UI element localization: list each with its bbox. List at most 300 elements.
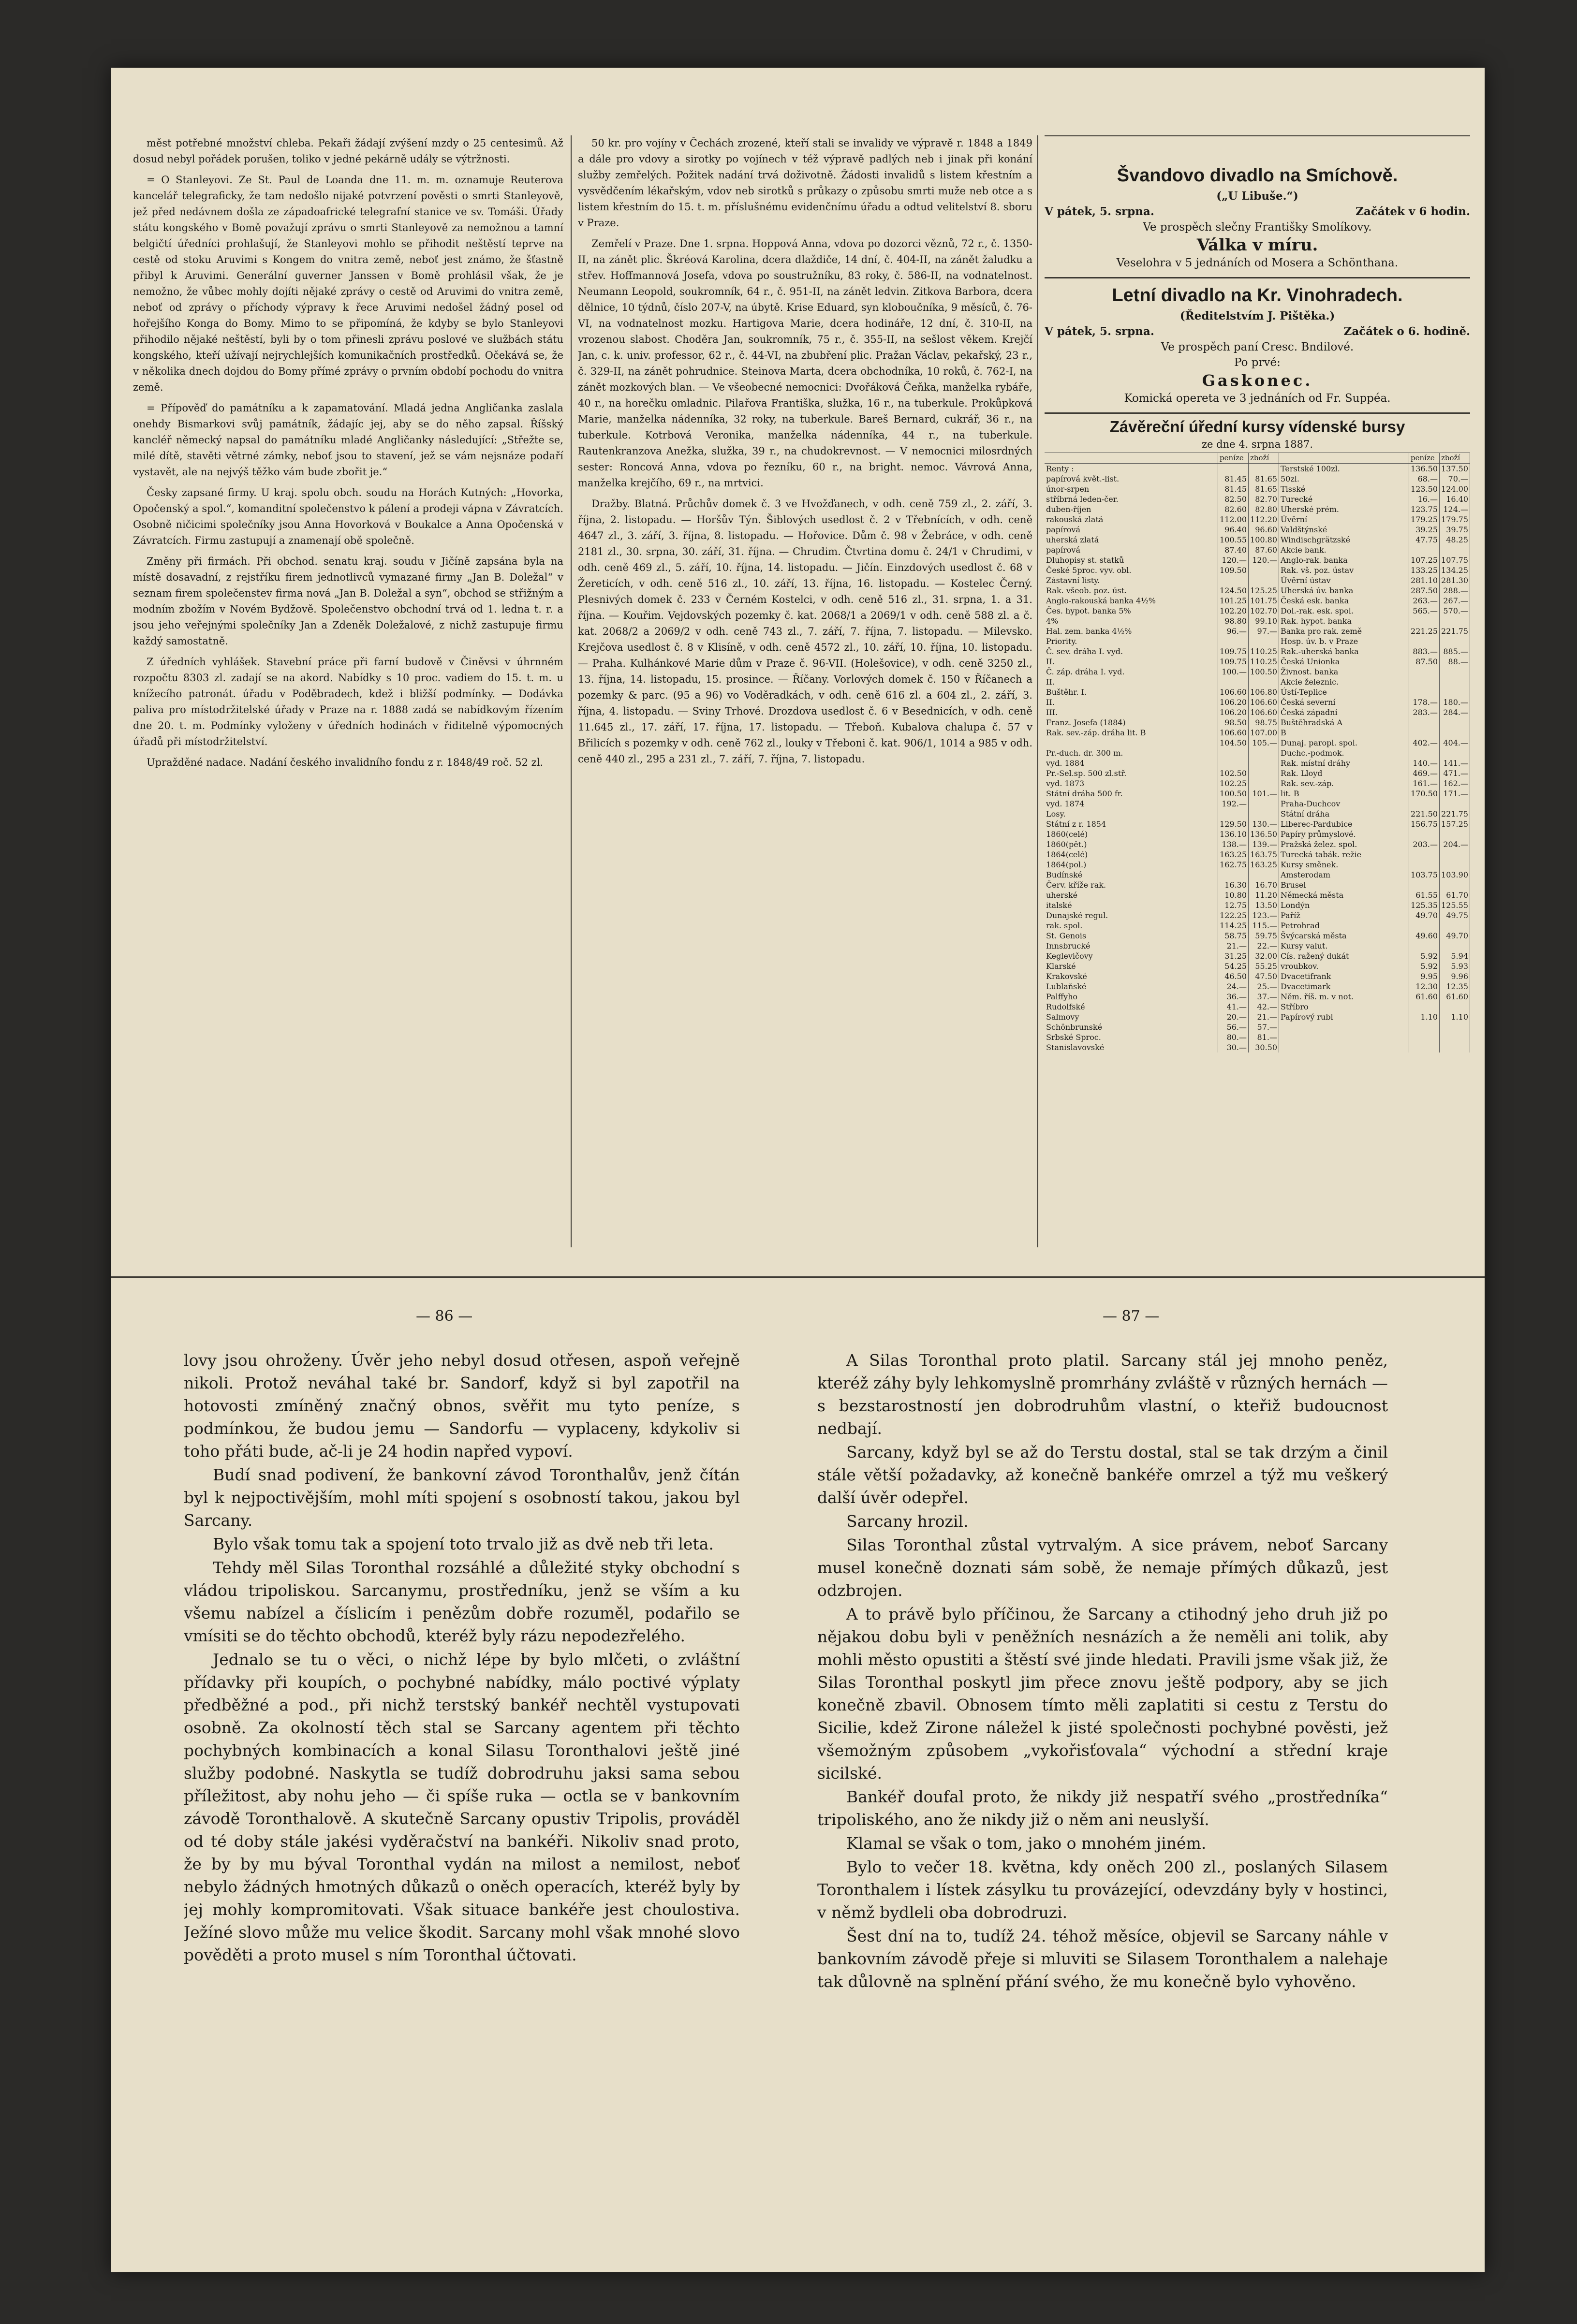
bursa-item-value: 5.94 bbox=[1440, 951, 1470, 961]
bursa-item-name: Hosp. úv. b. v Praze bbox=[1279, 636, 1409, 646]
bursa-item-name: St. Genois bbox=[1045, 931, 1218, 941]
bursa-item-value: 16.70 bbox=[1249, 880, 1279, 890]
bursa-item-value bbox=[1409, 880, 1440, 890]
bursa-item-value: 179.75 bbox=[1440, 514, 1470, 525]
bursa-col-header bbox=[1045, 453, 1218, 464]
bursa-item-value: 171.— bbox=[1440, 789, 1470, 799]
bursa-item-name: uherské bbox=[1045, 890, 1218, 900]
bursa-item-name: 1860(pět.) bbox=[1045, 839, 1218, 849]
bursa-row bbox=[1045, 748, 1470, 758]
article-paragraph: Dražby. Blatná. Průchův domek č. 3 ve Hvožďanech, v odh. ceně 759 zl., 2. září, 3. října, 2. listopadu. — Horšův Týn. Šiblových usedlost č. 2 v Třebnících, v odh. ceně 4647 zl., 3. září, 3. října, 8. listopadu. — Hořovice. Dům č. 98 v Žebrácе, v odh. ceně 2181 zl., 30. srpna, 30. září, 31. října. — Chrudim. Čtvrtina domu č. 24/1 v Chrudimi, v odh. ceně 469 zl., 5. září, 10. října, 14. listopadu. — Jičín. Einzdových usedlost č. 68 v Žereticích, v odh. ceně 516 zl., 10. září, 13. října, 16. listopadu. — Kostelec Černý. Plesnivých domek č. 233 v Černém Kostelci, v odh. ceně 516 zl., 31. srpna, 1. a 31. října. — Kouřim. Vejdovských pozemky č. kat. 2068/1 a 2069/1 v odh. ceně 588 zl. a č. kat. 2068/2 a 2069/2 v odh. ceně 743 zl., 7. září, 7. října, 7. listopadu. — Milevsko. Krejčova usedlost č. 8 v Klisíně, v odh. ceně 4572 zl., 10. září, 10. října, 10. listopadu. — Praha. Kulhánkové Marie dům v Praze č. 96-VII. (Holešovice), v odh. ceně 3250 zl., 13. října, 14. listopadu, 15. prosince. — Říčany. Vorlových domek č. 150 v Říčanech a pozemky & parc. (95 a 96) vo Voděradkách, v odh. ceně 616 zl. a 604 zl., 2. září, 3. října, 4. listopadu. — Sviny Trhové. Drozdova usedlost č. 6 v Besednicích, v odh. ceně 11.645 zl., 17. září, 17. října, 17. listopadu. — Třeboň. Kubalova chalupa č. 57 v Břilicích s pozemky v odh. ceně 762 zl., louky v Třeboni č. kat. 906/1, 1014 a 985 v odh. ceně 440 zl., 295 a 231 zl., 7. září, 7. října, 7. listopadu. bbox=[578, 498, 1032, 765]
bursa-item-name: Č. záp. dráha I. vyd. bbox=[1045, 667, 1218, 677]
bursa-row bbox=[1045, 555, 1470, 565]
bursa-item-value: 48.25 bbox=[1440, 535, 1470, 545]
bursa-item-value: 96.60 bbox=[1249, 525, 1279, 535]
bursa-item-name: Amsterodam bbox=[1279, 870, 1409, 880]
novel-paragraph: Budí snad podivení, že bankovní závod Toronthalův, jenž čítán byl k nejpoctivějším, mohl míti spojení s osobností takou, jakou byl Sarcany. bbox=[184, 1465, 740, 1530]
bursa-item-value bbox=[1440, 1042, 1470, 1052]
page-number-left: — 86 — bbox=[416, 1308, 473, 1325]
bursa-item-value bbox=[1218, 758, 1249, 768]
theatre-1-subtitle: („U Libuše.“) bbox=[1216, 190, 1298, 203]
bursa-item-value: 54.25 bbox=[1218, 961, 1249, 971]
article-paragraph: 50 kr. pro vojíny v Čechách zrozené, kteří stali se invalidy ve výpravě r. 1848 a 1849 a dále pro vdovy a sirotky po vojínech v též výpravě padlých neb i jinak při konání služby zemřelých. Požitek nadání trvá doživotně. Žádosti invalidů s listem křestním a vysvědčením lékařským, vdov neb sirotků s průkazy o způsobu smrti muže neb otce a s listem křestním do 15. t. m. příslušnému evidenčnímu úřadu a odtud velitelství 8. sboru v Praze. bbox=[578, 137, 1032, 229]
bursa-item-name: Rak. sev.-záp. dráha lit. B bbox=[1045, 728, 1218, 738]
bursa-item-value: 47.50 bbox=[1249, 971, 1279, 981]
bursa-item-name: Akcie železnic. bbox=[1279, 677, 1409, 687]
bursa-item-value: 56.— bbox=[1218, 1022, 1249, 1032]
bursa-row bbox=[1045, 687, 1470, 697]
bursa-item-value: 99.10 bbox=[1249, 616, 1279, 626]
bursa-item-name: 4% bbox=[1045, 616, 1218, 626]
newspaper-page bbox=[111, 68, 1485, 2272]
bursa-item-value: 139.— bbox=[1249, 839, 1279, 849]
bursa-item-value: 49.70 bbox=[1409, 910, 1440, 921]
bursa-item-value: 124.50 bbox=[1218, 585, 1249, 596]
bursa-row bbox=[1045, 535, 1470, 545]
bursa-item-value: 125.25 bbox=[1249, 585, 1279, 596]
bursa-row bbox=[1045, 992, 1470, 1002]
bursa-item-value: 49.70 bbox=[1440, 931, 1470, 941]
bursa-item-name: vyd. 1874 bbox=[1045, 799, 1218, 809]
bursa-item-value: 9.95 bbox=[1409, 971, 1440, 981]
bursa-item-name: II. bbox=[1045, 697, 1218, 707]
novel-paragraph: A Silas Toronthal proto platil. Sarcany stál jej mnoho peněz, kteréž záhy byly lehkomyslně promrhány zvláště v různých hernách — s bezstarostností jen dobrodruhům vlastní, o kteřiž budoucnost nedbají. bbox=[817, 1351, 1388, 1438]
bursa-item-value: 136.50 bbox=[1409, 464, 1440, 474]
bursa-row bbox=[1045, 1002, 1470, 1012]
bursa-item-value: 883.— bbox=[1409, 646, 1440, 657]
bursa-item-value: 179.25 bbox=[1409, 514, 1440, 525]
bursa-item-name: papírová bbox=[1045, 545, 1218, 555]
bursa-item-value: 5.92 bbox=[1409, 951, 1440, 961]
bursa-item-value: 57.— bbox=[1249, 1022, 1279, 1032]
bursa-item-value: 12.35 bbox=[1440, 981, 1470, 992]
bursa-item-value: 141.— bbox=[1440, 758, 1470, 768]
bursa-item-value: 170.50 bbox=[1409, 789, 1440, 799]
bursa-item-name: Innsbrucké bbox=[1045, 941, 1218, 951]
bursa-row bbox=[1045, 717, 1470, 728]
bursa-item-name: Rak. Lloyd bbox=[1279, 768, 1409, 778]
bursa-item-name: 50zl. bbox=[1279, 474, 1409, 484]
bursa-item-value: 120.— bbox=[1249, 555, 1279, 565]
novel-paragraph: A to právě bylo příčinou, že Sarcany a ctihodný jeho druh již po nějakou dobu byli v peněžních nesnázích a že neměli ani tolik, aby mohli město opustiti a štěstí své jinde hledati. Pravili jsme však již, že Silas Toronthal poskytl jim přece znovu ještě podpory, aby se jich konečně zbavil. Obnosem tímto měli zaplatiti si cestu z Terstu do Sicilie, kdež Zirone náležel k jisté společnosti pochybné pověsti, jež všemožným způsobem „vykořisťovala“ východní a střední kraje sicilské. bbox=[817, 1605, 1388, 1783]
bursa-item-value: 30.50 bbox=[1249, 1042, 1279, 1052]
bursa-row bbox=[1045, 931, 1470, 941]
bursa-item-value: 130.— bbox=[1249, 819, 1279, 829]
bursa-item-name: únor-srpen bbox=[1045, 484, 1218, 494]
bursa-item-value bbox=[1249, 870, 1279, 880]
bursa-item-name: Kursy směnek. bbox=[1279, 860, 1409, 870]
bursa-item-name: Úvěrní ústav bbox=[1279, 575, 1409, 585]
novel-paragraph: Jednalo se tu o věci, o nichž lépe by bylo mlčeti, o zvláštní přídavky při koupích, o pochybné nabídky, málo poctivé výplaty předběžné a pod., při nichž terstský bankéř nechtěl vystupovati osobně. Za okolností těch stal se Sarcany agentem při těchto pochybných kombinacích a konal Silasu Toronthalovi ještě jiné služby podobné. Naskytla se tudíž dobrodruhu jaksi sama sebou příležitost, aby nohu jeho — či spíše ruka — octla se v bankovním závodě Toronthalově. A skutečně Sarcany opustiv Tripolis, prováděl od té doby stále jakési vyděračství na bankéři. Nikoliv snad proto, že by by mu býval Toronthal vydán na milost a nemilost, neboť nebylo žádných hmotných důkazů o oněch operacích, kteréž byly by jej mohly kompromitovati. Však situace bankéře jest choulostiva. Ježíné slovo může mu velice škodit. Sarcany mohl však mnohé slovo pověděti a proto musel s ním Toronthal účtovati. bbox=[184, 1650, 740, 1964]
bursa-item-name: Uherské prém. bbox=[1279, 504, 1409, 514]
bursa-item-name: Č. sev. dráha I. vyd. bbox=[1045, 646, 1218, 657]
bursa-item-name: Franz. Josefa (1884) bbox=[1045, 717, 1218, 728]
bursa-divider bbox=[1045, 412, 1470, 414]
page-divider bbox=[111, 1276, 1485, 1278]
bursa-item-name: Ústí-Teplice bbox=[1279, 687, 1409, 697]
bursa-item-value: 100.55 bbox=[1218, 535, 1249, 545]
bursa-item-value: 221.75 bbox=[1440, 626, 1470, 636]
bursa-item-value bbox=[1409, 545, 1440, 555]
bursa-item-value: 287.50 bbox=[1409, 585, 1440, 596]
upper-column-1 bbox=[133, 135, 563, 1122]
bursa-item-value: 101.75 bbox=[1249, 596, 1279, 606]
bursa-item-value: 11.20 bbox=[1249, 890, 1279, 900]
bursa-item-value: 469.— bbox=[1409, 768, 1440, 778]
bursa-item-value bbox=[1440, 545, 1470, 555]
bursa-item-name: Uherská úv. banka bbox=[1279, 585, 1409, 596]
bursa-row bbox=[1045, 514, 1470, 525]
bursa-item-value bbox=[1409, 1002, 1440, 1012]
bursa-item-value bbox=[1409, 1042, 1440, 1052]
bursa-item-value: 162.— bbox=[1440, 778, 1470, 789]
bursa-item-name: Schönbrunské bbox=[1045, 1022, 1218, 1032]
lower-right-column bbox=[817, 1349, 1388, 2248]
bursa-item-value bbox=[1440, 1002, 1470, 1012]
bursa-row bbox=[1045, 738, 1470, 748]
bursa-date: ze dne 4. srpna 1887. bbox=[1201, 438, 1313, 450]
bursa-item-value bbox=[1440, 829, 1470, 839]
bursa-item-value: 10.80 bbox=[1218, 890, 1249, 900]
upper-column-2 bbox=[578, 135, 1032, 1247]
bursa-item-value: 59.75 bbox=[1249, 931, 1279, 941]
bursa-item-value: 114.25 bbox=[1218, 921, 1249, 931]
bursa-item-value: 136.50 bbox=[1249, 829, 1279, 839]
bursa-row bbox=[1045, 1012, 1470, 1022]
bursa-item-name: Česká esk. banka bbox=[1279, 596, 1409, 606]
bursa-item-name: Papíry průmyslové. bbox=[1279, 829, 1409, 839]
theatre-2-date-row bbox=[1045, 324, 1470, 339]
article-paragraph: Česky zapsané firmy. U kraj. spolu obch. soudu na Horách Kutných: „Hovorka, Opočenský a spol.“, komanditní společenstvo k pálení a prodeji vápna v Závratcích. Osobně ničicimi společníky jsou Anna Hovorková v Boukalce a Anna Opočenská v Závratcích. Firmu zastupují a znamenají obě společně. bbox=[133, 487, 563, 546]
theatre-1-play: Válka v míru. bbox=[1196, 235, 1318, 255]
bursa-item-value: 47.75 bbox=[1409, 535, 1440, 545]
bursa-item-name: Rak. místní dráhy bbox=[1279, 758, 1409, 768]
bursa-item-value: 123.50 bbox=[1409, 484, 1440, 494]
bursa-item-value: 100.50 bbox=[1218, 789, 1249, 799]
bursa-row bbox=[1045, 484, 1470, 494]
bursa-item-value: 87.50 bbox=[1409, 657, 1440, 667]
bursa-item-value bbox=[1218, 464, 1249, 474]
bursa-item-name: vyd. 1884 bbox=[1045, 758, 1218, 768]
novel-paragraph: Sarcany, když byl se až do Terstu dostal, stal se tak drzým a činil stále větší požadavky, až konečně bankéře omrzel a týž mu veškerý další úvěr odepřel. bbox=[817, 1443, 1388, 1507]
bursa-item-value bbox=[1409, 829, 1440, 839]
bursa-item-value bbox=[1440, 921, 1470, 931]
bursa-item-name: Terstské 100zl. bbox=[1279, 464, 1409, 474]
bursa-item-name: Rudolfské bbox=[1045, 1002, 1218, 1012]
bursa-item-value: 55.25 bbox=[1249, 961, 1279, 971]
bursa-col-header: zboží bbox=[1440, 453, 1470, 464]
bursa-item-value: 123.— bbox=[1249, 910, 1279, 921]
article-paragraph: Zemřelí v Praze. Dne 1. srpna. Hoppová Anna, vdova po dozorci věznů, 72 r., č. 1350-II, na zánět plic. Škréová Karolina, dcera dlaždiče, 14 dní, č. 404-II, na zánět žaludku a střev. Hoffmannová Josefa, vdova po soustružníku, 83 roky, č. 586-II, na vodnatelnost. Neumann Leopold, soukromník, 64 r., č. 951-II, na zánět ledvin. Zitkova Barbora, dcera dělnice, 10 týdnů, číslo 207-V, na úbytě. Krise Eduard, syn kloboučníka, 9 měsíců, č. 76-VI, na vodnatelnost mozku. Hartigova Marie, dcera hodináře, 12 dní, č. 310-II, na vrozenou slabost. Choděra Jan, soukromník, 75 r., č. 355-II, na sešlost věkem. Krejčí Jan, c. k. univ. professor, 62 r., č. 44-VI, na zbubření plic. Pražan Václav, pekařský, 23 r., č. 329-II, na zánět pohrudnice. Steinova Marta, dcera obchodníka, 10 roků, č. 762-I, na zánět mozkových blan. — Ve všeobecné nemocnici: Dvořáková Čeňka, manželka rybáře, 40 r., na horečku omladnic. Pilařova Františka, služka, 16 r., na tuberkule. Prokůpková Marie, manželka nádenníka, 32 roky, na tuberkule. Bareš Bernard, cukrář, 36 r., na tuberkule. Kotrbová Veronika, manželka nádenníka, 44 r., na tuberkule. Rautenkranzova Anežka, služka, 39 r., na chudokrevnost. — V nemocnici milosrdných sester: Roncová Anna, vdova po řezníku, 60 r., na bright. nemoc. Vávrová Anna, manželka krejčího, 69 r., na mrtvici. bbox=[578, 238, 1032, 489]
bursa-item-value: 81.65 bbox=[1249, 474, 1279, 484]
bursa-item-value bbox=[1440, 636, 1470, 646]
theatre-1-description: Veselohra v 5 jednáních od Mosera a Schönthana. bbox=[1116, 257, 1399, 269]
bursa-item-value bbox=[1440, 728, 1470, 738]
bursa-item-name: B bbox=[1279, 728, 1409, 738]
bursa-row bbox=[1045, 596, 1470, 606]
bursa-item-name: Akcie bank. bbox=[1279, 545, 1409, 555]
bursa-item-value: 109.75 bbox=[1218, 657, 1249, 667]
bursa-row bbox=[1045, 636, 1470, 646]
bursa-item-value: 81.45 bbox=[1218, 484, 1249, 494]
bursa-item-value bbox=[1440, 860, 1470, 870]
bursa-row bbox=[1045, 626, 1470, 636]
bursa-item-value: 61.55 bbox=[1409, 890, 1440, 900]
bursa-row bbox=[1045, 971, 1470, 981]
bursa-item-value: 100.50 bbox=[1249, 667, 1279, 677]
bursa-item-value: 16.— bbox=[1409, 494, 1440, 504]
theatre-2-date: V pátek, 5. srpna. bbox=[1045, 325, 1154, 338]
bursa-item-value: 471.— bbox=[1440, 768, 1470, 778]
bursa-row bbox=[1045, 860, 1470, 870]
bursa-item-value: 106.60 bbox=[1249, 697, 1279, 707]
bursa-item-name: Dvacetifrank bbox=[1279, 971, 1409, 981]
bursa-item-value: 180.— bbox=[1440, 697, 1470, 707]
bursa-item-name: Čes. hypot. banka 5% bbox=[1045, 606, 1218, 616]
bursa-item-value: 110.25 bbox=[1249, 646, 1279, 657]
bursa-item-value: 37.— bbox=[1249, 992, 1279, 1002]
article-paragraph: = Přípověď do památníku a k zapamatování. Mladá jedna Angličanka zaslala onehdy Bismarkovi svůj památník, žádajíc jej, aby se do něho zapsal. Říšský kancléř německý napsal do památníku mladé Angličanky následující: „Střežte se, milé dítě, stavěti větrné zámky, neboť jsou to stavení, jež se vám nejsnáze podaří vystavět, ale na nejvýš těžko vám bude zbořit je.“ bbox=[133, 402, 563, 478]
bursa-item-value bbox=[1249, 809, 1279, 819]
bursa-item-value: 122.25 bbox=[1218, 910, 1249, 921]
theatre-1-title: Švandovo divadlo na Smíchově. bbox=[1117, 165, 1398, 186]
bursa-row bbox=[1045, 646, 1470, 657]
bursa-row bbox=[1045, 890, 1470, 900]
novel-paragraph: Tehdy měl Silas Toronthal rozsáhlé a důležité styky obchodní s vládou tripoliskou. Sarcanymu, prostředníku, jenž se vším a ku všemu nabízel a číslicím i penězům dobře rozuměl, podařilo se vmísiti se do těchto obchodů, kteréž byly rázu nepodezřelého. bbox=[184, 1558, 740, 1645]
bursa-item-name: Cís. ražený dukát bbox=[1279, 951, 1409, 961]
bursa-item-value: 288.— bbox=[1440, 585, 1470, 596]
bursa-item-name: Živnost. banka bbox=[1279, 667, 1409, 677]
bursa-item-value: 157.25 bbox=[1440, 819, 1470, 829]
bursa-item-value: 178.— bbox=[1409, 697, 1440, 707]
bursa-item-name: Paříž bbox=[1279, 910, 1409, 921]
bursa-item-name: Německá města bbox=[1279, 890, 1409, 900]
bursa-item-value: 102.70 bbox=[1249, 606, 1279, 616]
article-paragraph: Změny při firmách. Při obchod. senatu kraj. soudu v Jičíně zapsána byla na místě dosavadní, z rejstříku firem jednotlivců vymazané firmy „Jan B. Doležal“ v seznam firem společenstev firma nová „Jan B. Doležal a syn“, obchod se střižným a modním zbožím v Novém Bydžově. Společenstvo obchodní trvá od 1. ledna t. r. a jsou jeho veřejnými společníky Jan a Zdeněk Doležalové, z nichž zastupuje firmu každý samostatně. bbox=[133, 555, 563, 647]
bursa-item-value: 263.— bbox=[1409, 596, 1440, 606]
bursa-item-value bbox=[1218, 748, 1249, 758]
bursa-item-value: 87.60 bbox=[1249, 545, 1279, 555]
bursa-item-value: 124.— bbox=[1440, 504, 1470, 514]
bursa-item-name bbox=[1045, 738, 1218, 748]
bursa-item-value: 68.— bbox=[1409, 474, 1440, 484]
novel-paragraph: Sarcany hrozil. bbox=[846, 1512, 969, 1531]
bursa-item-value: 61.60 bbox=[1409, 992, 1440, 1002]
bursa-item-value: 885.— bbox=[1440, 646, 1470, 657]
bursa-item-value bbox=[1409, 799, 1440, 809]
bursa-item-value: 98.80 bbox=[1218, 616, 1249, 626]
bursa-item-name: papírová květ.-list. bbox=[1045, 474, 1218, 484]
bursa-row bbox=[1045, 951, 1470, 961]
bursa-item-name: Klarské bbox=[1045, 961, 1218, 971]
bursa-row bbox=[1045, 981, 1470, 992]
bursa-item-value: 102.25 bbox=[1218, 778, 1249, 789]
bursa-row bbox=[1045, 870, 1470, 880]
bursa-item-value: 221.75 bbox=[1440, 809, 1470, 819]
column-divider bbox=[1037, 135, 1038, 1247]
novel-paragraph: Bylo to večer 18. května, kdy oněch 200 zl., poslaných Silasem Toronthalem i lístek zásylku tu provázející, odevzdány byly v hostinci, v němž bydleli oba dobrodruzi. bbox=[817, 1857, 1388, 1922]
bursa-item-value: 281.10 bbox=[1409, 575, 1440, 585]
bursa-item-name: Rak. vš. poz. ústav bbox=[1279, 565, 1409, 575]
bursa-item-value: 101.— bbox=[1249, 789, 1279, 799]
bursa-item-value bbox=[1440, 1022, 1470, 1032]
bursa-row bbox=[1045, 849, 1470, 860]
bursa-item-value bbox=[1249, 748, 1279, 758]
bursa-item-value: 21.— bbox=[1249, 1012, 1279, 1022]
bursa-row bbox=[1045, 789, 1470, 799]
bursa-item-value: 103.75 bbox=[1409, 870, 1440, 880]
novel-paragraph: Bylo však tomu tak a spojení toto trvalo již as dvě neb tři leta. bbox=[213, 1535, 714, 1553]
bursa-item-name: Dluhopisy st. statků bbox=[1045, 555, 1218, 565]
bursa-item-name: 1864(celé) bbox=[1045, 849, 1218, 860]
bursa-item-name: Kursy valut. bbox=[1279, 941, 1409, 951]
bursa-item-name: Windischgrätzské bbox=[1279, 535, 1409, 545]
bursa-item-value: 107.75 bbox=[1440, 555, 1470, 565]
bursa-item-value: 21.— bbox=[1218, 941, 1249, 951]
bursa-item-name: 1864(pol.) bbox=[1045, 860, 1218, 870]
bursa-item-value: 106.80 bbox=[1249, 687, 1279, 697]
bursa-item-value bbox=[1409, 849, 1440, 860]
novel-paragraph: Bankéř doufal proto, že nikdy již nespatří svého „prostředníka“ tripoliského, ano že nikdy již o něm ani neuslyší. bbox=[817, 1787, 1388, 1829]
bursa-col-header: peníze bbox=[1409, 453, 1440, 464]
theatre-1-date: V pátek, 5. srpna. bbox=[1045, 205, 1154, 218]
bursa-item-name: Palffyho bbox=[1045, 992, 1218, 1002]
bursa-item-name: Hal. zem. banka 4½% bbox=[1045, 626, 1218, 636]
bursa-item-value: 1.10 bbox=[1440, 1012, 1470, 1022]
bursa-item-value bbox=[1440, 687, 1470, 697]
bursa-col-header: peníze bbox=[1218, 453, 1249, 464]
bursa-item-value: 134.25 bbox=[1440, 565, 1470, 575]
bursa-item-value bbox=[1440, 667, 1470, 677]
bursa-item-value: 204.— bbox=[1440, 839, 1470, 849]
bursa-item-value: 81.65 bbox=[1249, 484, 1279, 494]
bursa-row bbox=[1045, 616, 1470, 626]
bursa-item-name: III. bbox=[1045, 707, 1218, 717]
article-paragraph: Z úředních vyhlášek. Stavební práce při farní budově v Činěvsi v úhrnném rozpočtu 8303 zl. zadají se na akord. Nabídky s 10 proc. vadiem do 15. t. m. u knížecího patronát. úřadu v Poděbradech, kdež i bližší podmínky. — Dodávka paliva pro místodržitelské úřady v Praze na r. 1888 zadá se nabídkovým řízením dne 20. t. m. Podmínky vyloženy v úředních hodinách v řiditelně výpomocných úřadů při místodržitelství. bbox=[133, 656, 563, 747]
theatre-2-title: Letní divadlo na Kr. Vinohradech. bbox=[1112, 285, 1403, 306]
bursa-item-value: 120.— bbox=[1218, 555, 1249, 565]
bursa-item-value: 105.— bbox=[1249, 738, 1279, 748]
page-number-right: — 87 — bbox=[1103, 1308, 1160, 1325]
bursa-item-value: 5.92 bbox=[1409, 961, 1440, 971]
bursa-item-name: rakouská zlatá bbox=[1045, 514, 1218, 525]
bursa-item-name: Rak. sev.-záp. bbox=[1279, 778, 1409, 789]
bursa-item-value: 81.45 bbox=[1218, 474, 1249, 484]
bursa-item-value: 30.— bbox=[1218, 1042, 1249, 1052]
bursa-item-name: Stanislavovské bbox=[1045, 1042, 1218, 1052]
bursa-row bbox=[1045, 545, 1470, 555]
bursa-item-value bbox=[1249, 575, 1279, 585]
bursa-row bbox=[1045, 1022, 1470, 1032]
bursa-item-name: Valdštýnské bbox=[1279, 525, 1409, 535]
bursa-item-name: 1860(celé) bbox=[1045, 829, 1218, 839]
bursa-item-value bbox=[1249, 799, 1279, 809]
bursa-item-value: 61.60 bbox=[1440, 992, 1470, 1002]
bursa-col-header: zboží bbox=[1249, 453, 1279, 464]
bursa-item-value: 24.— bbox=[1218, 981, 1249, 992]
bursa-item-value bbox=[1440, 880, 1470, 890]
bursa-row bbox=[1045, 839, 1470, 849]
bursa-item-value: 39.75 bbox=[1440, 525, 1470, 535]
bursa-item-value: 104.50 bbox=[1218, 738, 1249, 748]
upper-column-3 bbox=[1045, 135, 1470, 1247]
bursa-item-value: 39.25 bbox=[1409, 525, 1440, 535]
theatre-2-benefit: Ve prospěch paní Cresc. Bndilové. bbox=[1161, 341, 1354, 353]
bursa-item-value bbox=[1249, 677, 1279, 687]
bursa-item-name: Zástavní listy. bbox=[1045, 575, 1218, 585]
novel-paragraph: Silas Toronthal zůstal vytrvalým. A sice právem, neboť Sarcany musel konečně doznati sám sobě, že nemaje přímých důkazů, jest odzbrojen. bbox=[817, 1535, 1388, 1600]
bursa-item-value: 80.— bbox=[1218, 1032, 1249, 1042]
bursa-item-value: 20.— bbox=[1218, 1012, 1249, 1022]
bursa-item-value: 570.— bbox=[1440, 606, 1470, 616]
bursa-item-value: 13.50 bbox=[1249, 900, 1279, 910]
bursa-row bbox=[1045, 921, 1470, 931]
bursa-item-value: 12.30 bbox=[1409, 981, 1440, 992]
bursa-item-name: italské bbox=[1045, 900, 1218, 910]
bursa-row bbox=[1045, 657, 1470, 667]
article-paragraph: měst potřebné množství chleba. Pekaři žádají zvýšení mzdy o 25 centesimů. Až dosud nebyl pořádek porušen, toliko v jedné pekárně udály se výtržnosti. bbox=[133, 137, 563, 165]
bursa-item-name: Buštěhr. I. bbox=[1045, 687, 1218, 697]
bursa-row bbox=[1045, 768, 1470, 778]
bursa-item-name: Petrohrad bbox=[1279, 921, 1409, 931]
bursa-item-value: 70.— bbox=[1440, 474, 1470, 484]
lower-left-column bbox=[184, 1349, 740, 2248]
bursa-item-name: Papírový rubl bbox=[1279, 1012, 1409, 1022]
theatre-2-subtitle: (Ředitelstvím J. Pištěka.) bbox=[1179, 309, 1335, 322]
bursa-item-value bbox=[1409, 687, 1440, 697]
bursa-row bbox=[1045, 585, 1470, 596]
theatre-2-description: Komická opereta ve 3 jednáních od Fr. Suppéa. bbox=[1124, 392, 1391, 405]
bursa-item-value: 36.— bbox=[1218, 992, 1249, 1002]
bursa-item-value bbox=[1409, 717, 1440, 728]
bursa-item-value bbox=[1409, 921, 1440, 931]
bursa-item-value: 112.20 bbox=[1249, 514, 1279, 525]
bursa-item-name: Švýcarská města bbox=[1279, 931, 1409, 941]
bursa-row bbox=[1045, 525, 1470, 535]
bursa-item-value: 283.— bbox=[1409, 707, 1440, 717]
bursa-item-name: Turecké bbox=[1279, 494, 1409, 504]
bursa-item-value: 88.— bbox=[1440, 657, 1470, 667]
bursa-item-value: 103.90 bbox=[1440, 870, 1470, 880]
bursa-item-name: Duchc.-podmok. bbox=[1279, 748, 1409, 758]
bursa-item-value: 81.— bbox=[1249, 1032, 1279, 1042]
bursa-row bbox=[1045, 677, 1470, 687]
bursa-title: Závěreční úřední kursy vídenské bursy bbox=[1109, 418, 1405, 436]
theatre-1-benefit: Ve prospěch slečny Františky Smolíkovy. bbox=[1143, 221, 1372, 234]
bursa-item-name: Dol.-rak. esk. spol. bbox=[1279, 606, 1409, 616]
bursa-row bbox=[1045, 504, 1470, 514]
bursa-item-name: Dunajské regul. bbox=[1045, 910, 1218, 921]
bursa-row bbox=[1045, 961, 1470, 971]
bursa-item-name: Rak. všeob. poz. úst. bbox=[1045, 585, 1218, 596]
bursa-row bbox=[1045, 494, 1470, 504]
bursa-item-value: 161.— bbox=[1409, 778, 1440, 789]
bursa-item-value bbox=[1409, 1032, 1440, 1042]
bursa-item-value: 112.00 bbox=[1218, 514, 1249, 525]
bursa-item-value: 16.30 bbox=[1218, 880, 1249, 890]
column-divider bbox=[571, 135, 572, 1247]
bursa-item-name: Renty : bbox=[1045, 464, 1218, 474]
bursa-item-value bbox=[1409, 636, 1440, 646]
bursa-row bbox=[1045, 464, 1470, 474]
bursa-item-value: 106.60 bbox=[1218, 687, 1249, 697]
bursa-item-value: 137.50 bbox=[1440, 464, 1470, 474]
bursa-item-value: 58.75 bbox=[1218, 931, 1249, 941]
bursa-item-value bbox=[1249, 778, 1279, 789]
bursa-item-value: 106.60 bbox=[1249, 707, 1279, 717]
bursa-item-value: 110.25 bbox=[1249, 657, 1279, 667]
bursa-item-value: 42.— bbox=[1249, 1002, 1279, 1012]
